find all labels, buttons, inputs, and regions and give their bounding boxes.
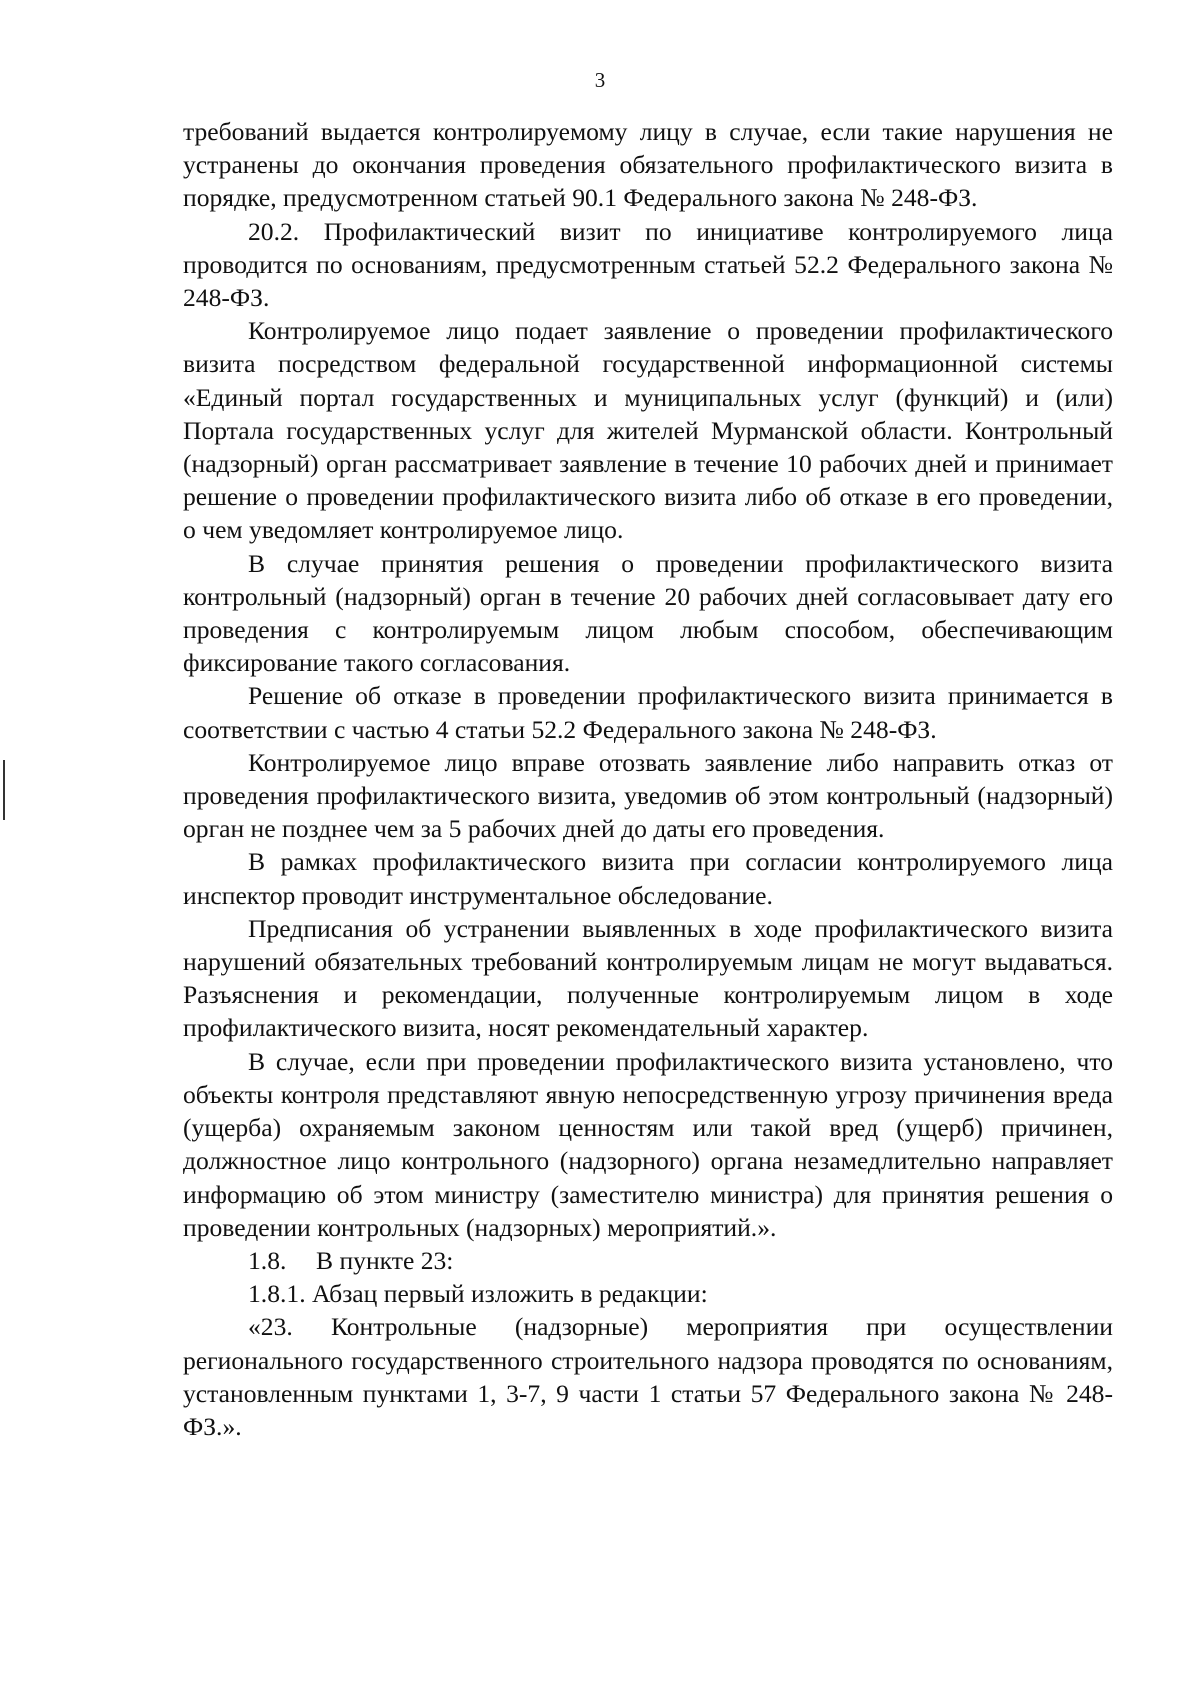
list-item-text: В пункте 23: [316, 1245, 454, 1275]
paragraph-application: Контролируемое лицо подает заявление о проведении профилактического визита посредством федеральной государственной информационной системы «Единый портал государственных и муниципальных услуг (функций) и (или) Портала государственных услуг для жителей Мурманской области. Контрольный (надзорный) орган рассматривает заявление в течение 10 рабочих дней и принимает решение о проведении профилактического визита либо об отказе в его проведении, о чем уведомляет контролируемое лицо. [183, 316, 1113, 545]
document-body [183, 115, 1113, 1443]
list-item-number: 1.8. [248, 1245, 287, 1275]
paragraph-threat: В случае, если при проведении профилактического визита установлено, что объекты контроля представляют явную непосредственную угрозу причинения вреда (ущерба) охраняемым законом ценностям или такой вред (ущерб) причинен, должностное лицо контрольного (надзорного) органа незамедлительно направляет информацию об этом министру (заместителю министра) для принятия решения о проведении контрольных (надзорных) мероприятий.». [183, 1046, 1113, 1242]
paragraph-withdrawal: Контролируемое лицо вправе отозвать заявление либо направить отказ от проведения профилактического визита, уведомив об этом контрольный (надзорный) орган не позднее чем за 5 рабочих дней до даты его проведения. [183, 747, 1113, 844]
paragraph-23: «23. Контрольные (надзорные) мероприятия при осуществлении регионального государственного строительного надзора проводятся по основаниям, установленным пунктами 1, 3-7, 9 части 1 статьи 57 Федерального закона № 248-ФЗ.». [183, 1312, 1113, 1441]
paragraph-20-2: 20.2. Профилактический визит по инициативе контролируемого лица проводится по основаниям, предусмотренным статьей 52.2 Федерального закона № 248-ФЗ. [183, 216, 1113, 313]
paragraph-decision-accepted: В случае принятия решения о проведении профилактического визита контрольный (надзорный) орган в течение 20 рабочих дней согласовывает дату его проведения с контролируемым лицом любым способом, обеспечивающим фиксирование такого согласования. [183, 548, 1113, 678]
paragraph-prescriptions: Предписания об устранении выявленных в ходе профилактического визита нарушений обязательных требований контролируемым лицам не могут выдаваться. Разъяснения и рекомендации, полученные контролируемым лицом в ходе профилактического визита, носят рекомендательный характер. [183, 913, 1113, 1043]
paragraph-continuation: требований выдается контролируемому лицу в случае, если такие нарушения не устранены до окончания проведения обязательного профилактического визита в порядке, предусмотренном статьей 90.1 Федерального закона № 248-ФЗ. [183, 117, 1113, 213]
paragraph-1-8-1: 1.8.1. Абзац первый изложить в редакции: [248, 1279, 708, 1309]
paragraph-decision-refusal: Решение об отказе в проведении профилактического визита принимается в соответствии с частью 4 статьи 52.2 Федерального закона № 248-ФЗ. [183, 681, 1113, 744]
list-item-1-8 [183, 1244, 1113, 1277]
scan-margin-mark [3, 760, 5, 820]
page-number: 3 [594, 68, 606, 92]
paragraph-instrumental-survey: В рамках профилактического визита при согласии контролируемого лица инспектор проводит инструментальное обследование. [183, 847, 1113, 910]
